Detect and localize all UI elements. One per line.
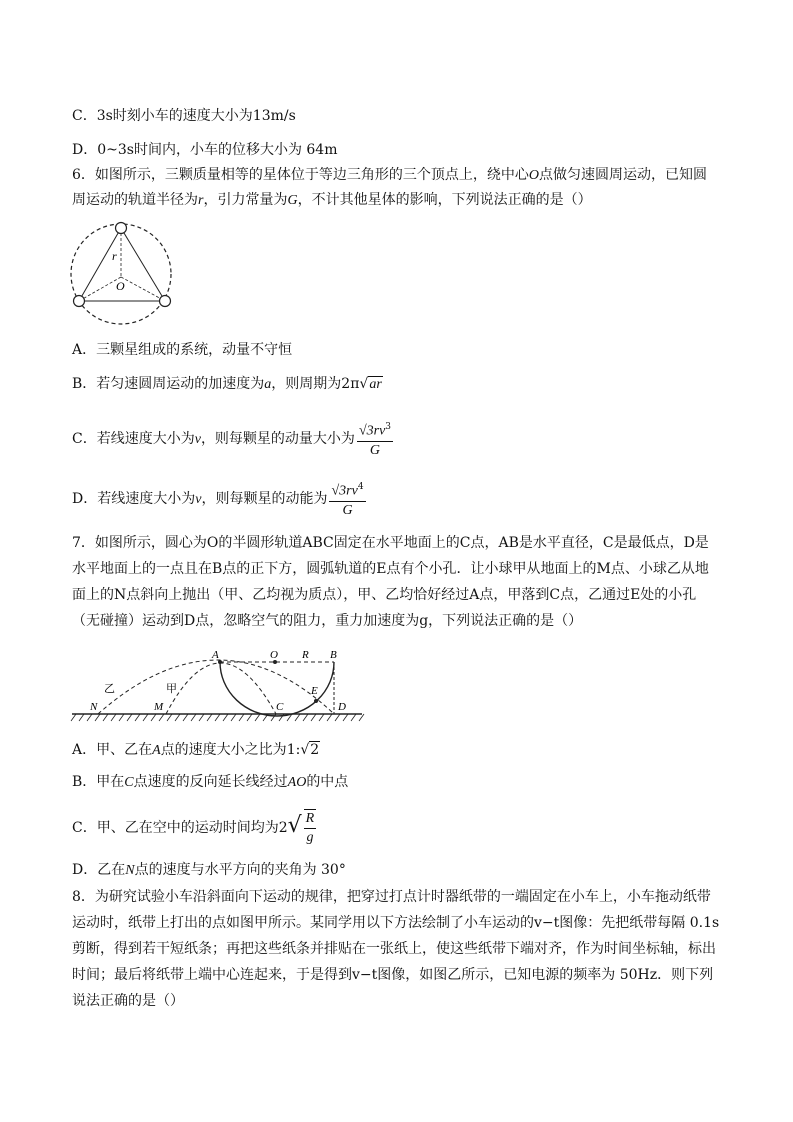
trajectory-yi (98, 660, 334, 714)
svg-text:N: N (90, 701, 98, 713)
svg-text:E: E (311, 685, 318, 697)
star-right (160, 296, 171, 307)
svg-text:M: M (154, 701, 164, 713)
svg-text:乙: 乙 (104, 683, 115, 695)
q7-option-b: B．甲在C点速度的反向延长线经过AO的中点 (72, 774, 349, 790)
q7-stem: 7．如图所示，圆心为O的半圆形轨道ABC固定在水平地面上的C点，AB是水平直径，C是最低点，D是水平地面上的一点且在B点的正下方，圆弧轨道的E点有个小孔．让小球甲从地面上的M点、小球乙从地面上的N点斜向上抛出（甲、乙均视为质点），甲、乙均恰好经过A点，甲落到C点，乙通过E处的小孔（无碰撞）运动到D点，忽略空气的阻力，重力加速度为g，下列说法正确的是（） (72, 535, 709, 629)
q6-stem-line2: 周运动的轨道半径为r，引力常量为G，不计其他星体的影响，下列说法正确的是（） (72, 192, 592, 208)
q6c-fraction: $\frac{√3rv^3}{G}$ (357, 418, 393, 460)
svg-text:C: C (276, 701, 284, 713)
svg-text:A: A (212, 649, 219, 661)
q6-option-a: A．三颗星组成的系统，动量不守恒 (72, 342, 293, 358)
star-left (74, 296, 85, 307)
q7-option-c: C．甲、乙在空中的运动时间均为2√ $\frac{R}{g}$ (72, 811, 315, 845)
q6-option-d: D．若线速度大小为v，则每颗星的动能为 $\frac{√3rv^4}{G}$ (72, 478, 368, 520)
q6-option-c: C．若线速度大小为v，则每颗星的动量大小为 $\frac{√3rv^3}{G}$ (72, 418, 395, 460)
q7-option-d: D．乙在N点的速度与水平方向的夹角为 30° (72, 862, 346, 878)
star-top (116, 223, 127, 234)
svg-text:B: B (330, 649, 337, 661)
q5-option-c: C．3s时刻小车的速度大小为13m/s (72, 108, 296, 124)
q6-stem-line1: 6．如图所示，三颗质量相等的星体位于等边三角形的三个顶点上，绕中心O点做匀速圆周运动，已知圆 (72, 167, 708, 183)
svg-text:D: D (338, 701, 346, 713)
q7c-fraction: $\frac{R}{g}$ (305, 811, 315, 845)
q7-option-a: A．甲、乙在A点的速度大小之比为1:√2 (72, 742, 320, 758)
q6-figure (66, 218, 178, 330)
label-r: r (112, 249, 117, 263)
svg-text:R: R (302, 649, 309, 661)
label-O: O (116, 279, 125, 293)
q5-option-d: D．0~3s时间内，小车的位移大小为 64m (72, 142, 338, 158)
q7-figure (70, 646, 366, 726)
q8-stem: 8．为研究试验小车沿斜面向下运动的规律，把穿过打点计时器纸带的一端固定在小车上，小车拖动纸带运动时，纸带上打出的点如图甲所示。某同学用以下方法绘制了小车运动的v−t图像：先把纸带每隔 0.1s 剪断，得到若干短纸条；再把这些纸条并排贴在一张纸上，使这些纸带下端对齐，作为时间坐标轴，标出时间；最后将纸带上端中心连起来，于是得到v−t图像，如图乙所示，已知电源的频率为 50Hz．则下列说法正确的是（） (72, 889, 720, 1009)
svg-text:甲: 甲 (166, 683, 177, 695)
q6-option-b: B．若匀速圆周运动的加速度为a，则周期为2π√ar (72, 376, 382, 392)
svg-text:O: O (270, 649, 278, 661)
q6d-fraction: $\frac{√3rv^4}{G}$ (329, 478, 365, 520)
